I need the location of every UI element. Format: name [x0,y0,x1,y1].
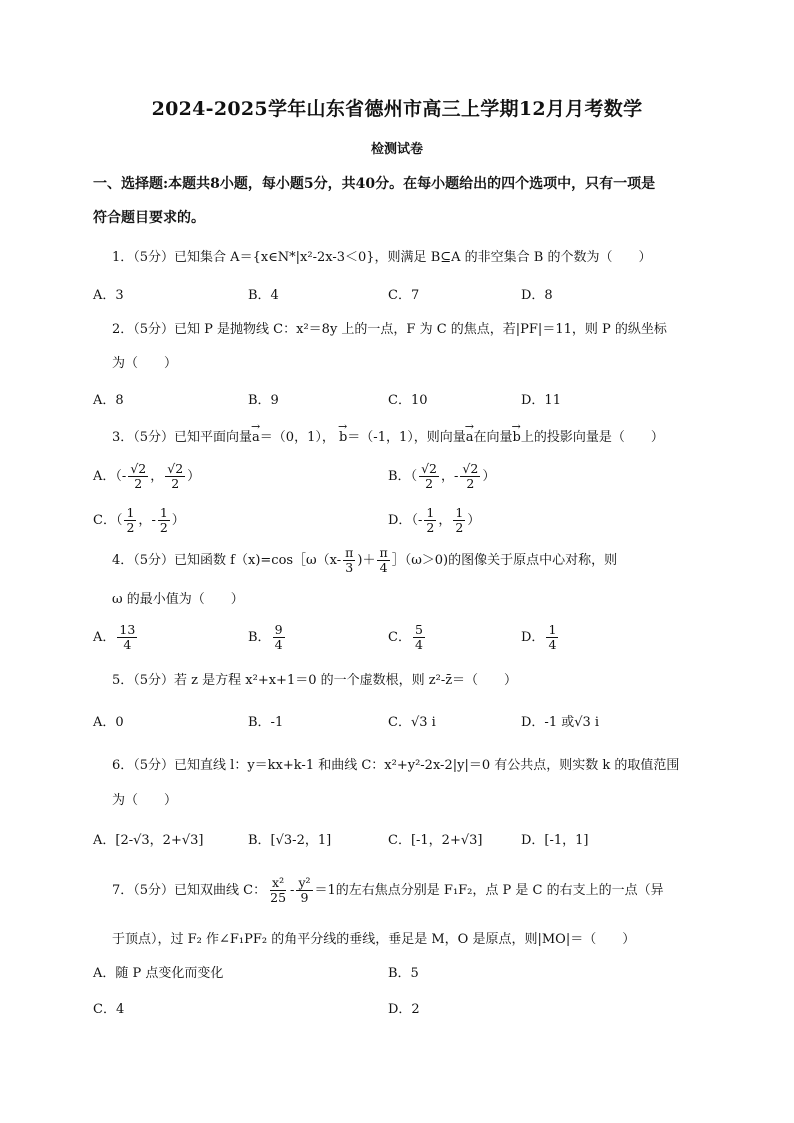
q3-stem-part: 3．（5分）已知平面向量 [112,430,253,445]
q1-option-d: D．8 [521,288,553,303]
page-title: 2024-2025学年山东省德州市高三上学期12月月考数学 [151,98,643,120]
q3-vector-a: → a＝（0，1）， [252,431,335,444]
q6-option-c: C．[-1，2+√3] [388,833,483,848]
q2-option-b: B．9 [248,393,279,408]
q2-option-c: C．10 [388,393,428,408]
section-heading-cont: 符合题目要求的。 [93,210,205,226]
q4-option-d: D． $\frac{1}{4}$ [521,622,557,652]
q5-option-c: C．√3 i [388,715,436,730]
q1-option-b: B．4 [248,288,279,303]
q7-option-d: D．2 [388,1002,420,1017]
q5-option-b: B．-1 [248,715,284,730]
question-6-stem-cont: 为（ ） [112,793,178,808]
q4-option-c: C． $\frac{5}{4}$ [388,622,423,652]
page-subtitle: 检测试卷 [370,142,423,157]
q2-option-a: A．8 [93,393,124,408]
question-1-stem: 1．（5分）已知集合 A＝{x∈N*|x²-2x-3＜0}，则满足 B⊆A 的非空集合 B 的个数为（ ） [112,250,652,265]
q3-option-c: C．（ $\frac{1}{2}$ ，- $\frac{1}{2}$ ） [93,505,185,535]
question-7-stem: 7．（5分）已知双曲线 C： $\frac{\text{x²}}{25}$ - $\frac{\text{y²}}{9}$ ＝1的左右焦点分别是 F₁F₂，点 P 是 C 的右支上的一点（异 [112,875,664,905]
question-2-stem: 2．（5分）已知 P 是抛物线 C：x²＝8y 上的一点，F 为 C 的焦点，若|PF|＝11，则 P 的纵坐标 [112,322,667,337]
q1-option-a: A．3 [93,288,124,303]
q3-option-b: B．（ $\frac{√2}{2}$ ，- $\frac{√2}{2}$ ） [388,461,496,491]
q6-option-d: D．[-1，1] [521,833,589,848]
q4-option-b: B． $\frac{9}{4}$ [248,622,283,652]
section-heading: 一、选择题:本题共8小题，每小题5分，共40分。在每小题给出的四个选项中，只有一项是 [93,176,656,192]
question-4-stem-cont: ω 的最小值为（ ） [112,592,244,607]
q7-option-c: C．4 [93,1002,125,1017]
q5-option-d: D．-1 或√3 i [521,715,600,730]
question-3-stem [112,431,664,444]
q7-option-b: B．5 [388,966,419,981]
q3-vector-a2: → a在向量 [466,431,513,444]
question-2-stem-cont: 为（ ） [112,356,178,371]
q3-vector-b2: → b上的投影向量是（ ） [513,431,664,444]
q4-option-a: A． $\frac{13}{4}$ [93,622,136,652]
question-6-stem: 6．（5分）已知直线 l：y＝kx+k-1 和曲线 C：x²+y²-2x-2|y|＝0 有公共点，则实数 k 的取值范围 [112,758,680,773]
q6-option-b: B．[√3-2，1] [248,833,332,848]
question-4-stem: 4．（5分）已知函数 f（x)=cos［ω（x- $\frac{\pi}{3}$ )＋ $\frac{\pi}{4}$ ］（ω＞0)的图像关于原点中心对称，则 [112,545,618,575]
q6-option-a: A．[2-√3，2+√3] [93,833,204,848]
q3-option-d: D．（- $\frac{1}{2}$ ， $\frac{1}{2}$ ） [388,505,481,535]
q7-option-a: A．随 P 点变化而变化 [93,966,224,981]
q3-vector-b: → b＝（-1，1），则向量 [339,431,466,444]
question-7-stem-cont: 于顶点），过 F₂ 作∠F₁PF₂ 的角平分线的垂线，垂足是 M，O 是原点，则|MO|＝（ ） [112,932,636,947]
question-5-stem: 5．（5分）若 z 是方程 x²+x+1＝0 的一个虚数根，则 z²-z̄＝（ ） [112,673,518,688]
q5-option-a: A．0 [93,715,124,730]
q2-option-d: D．11 [521,393,561,408]
q3-option-a: A．（- $\frac{√2}{2}$ ， $\frac{√2}{2}$ ） [93,461,201,491]
q1-option-c: C．7 [388,288,420,303]
